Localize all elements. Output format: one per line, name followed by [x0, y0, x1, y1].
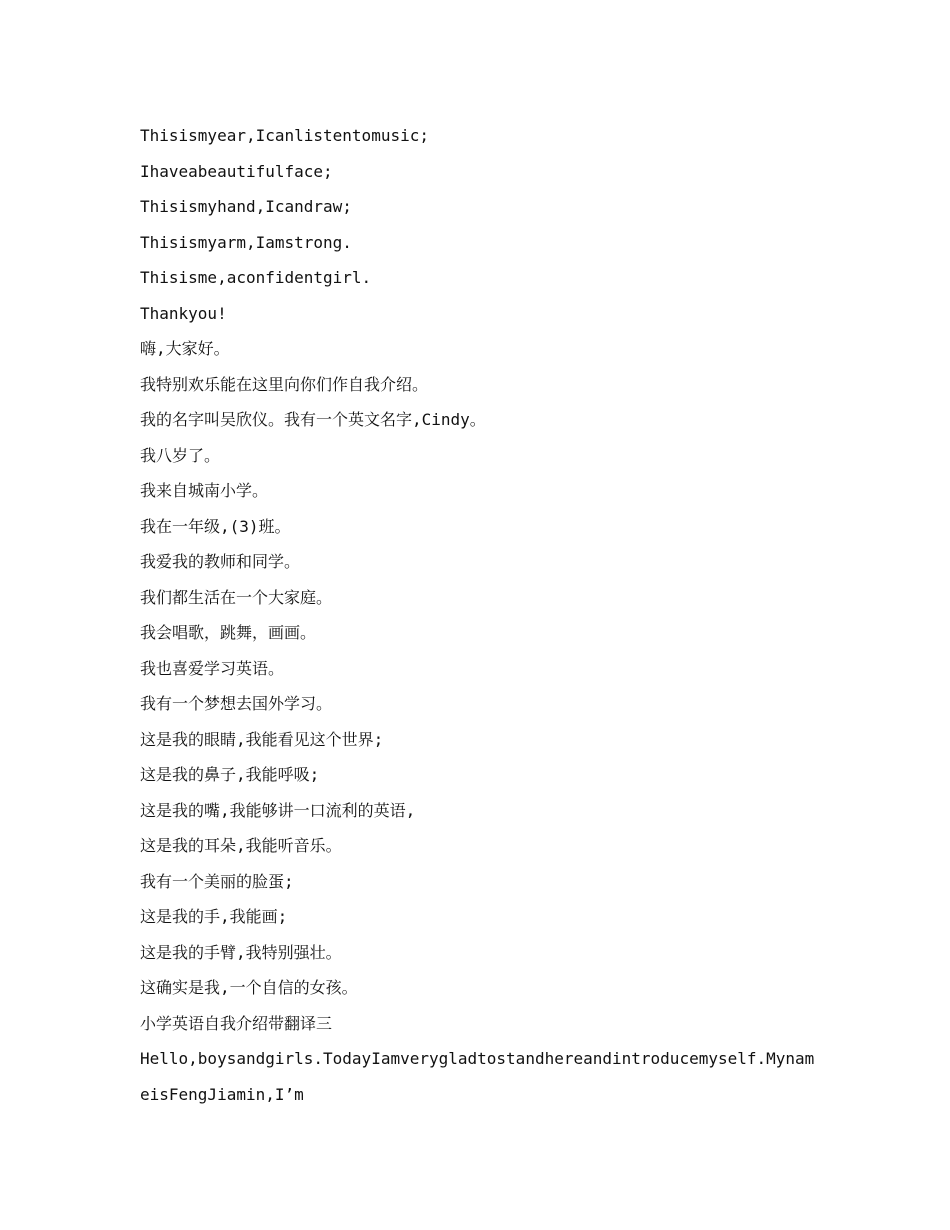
text-line: 我有一个美丽的脸蛋;: [140, 871, 294, 891]
text-line: 我在一年级,(3)班。: [140, 516, 291, 536]
text-line: 我八岁了。: [140, 445, 221, 465]
text-line: Ihaveabeautifulface;: [140, 161, 333, 181]
text-line: 我的名字叫吴欣仪。我有一个英文名字,Cindy。: [140, 410, 486, 429]
text-line: 我特别欢乐能在这里向你们作自我介绍。: [140, 374, 429, 394]
text-line: 嗨,大家好。: [140, 339, 230, 358]
document-body: [140, 118, 830, 1112]
section-heading: 小学英语自我介绍带翻译三: [140, 1013, 333, 1033]
text-line: 这是我的手,我能画;: [140, 907, 288, 926]
text-line: 我也喜爱学习英语。: [140, 658, 285, 678]
text-line: 这是我的手臂,我特别强壮。: [140, 942, 342, 962]
text-line: Thisismyear,Icanlistentomusic;: [140, 126, 429, 145]
text-line: 这是我的鼻子,我能呼吸;: [140, 765, 320, 784]
text-line: 我来自城南小学。: [140, 481, 269, 500]
text-line: 这是我的耳朵,我能听音乐。: [140, 836, 342, 855]
text-line: Thisismyarm,Iamstrong.: [140, 232, 352, 252]
text-line: 这确实是我,一个自信的女孩。: [140, 978, 358, 997]
text-line: 这是我的眼睛,我能看见这个世界;: [140, 729, 384, 749]
text-line: 我爱我的教师和同学。: [140, 552, 301, 571]
text-line: Thisisme,aconfidentgirl.: [140, 268, 372, 287]
final-paragraph: Hello,boysandgirls.TodayIamverygladtostandhereandintroducemyself.MynameisFengJiamin,I’m: [140, 1049, 815, 1104]
text-line: 这是我的嘴,我能够讲一口流利的英语,: [140, 800, 416, 820]
text-line: 我们都生活在一个大家庭。: [140, 587, 333, 607]
text-line: 我会唱歌，跳舞，画画。: [140, 623, 317, 642]
text-line: Thankyou!: [140, 303, 227, 323]
text-line: 我有一个梦想去国外学习。: [140, 694, 333, 713]
text-line: Thisismyhand,Icandraw;: [140, 197, 352, 216]
